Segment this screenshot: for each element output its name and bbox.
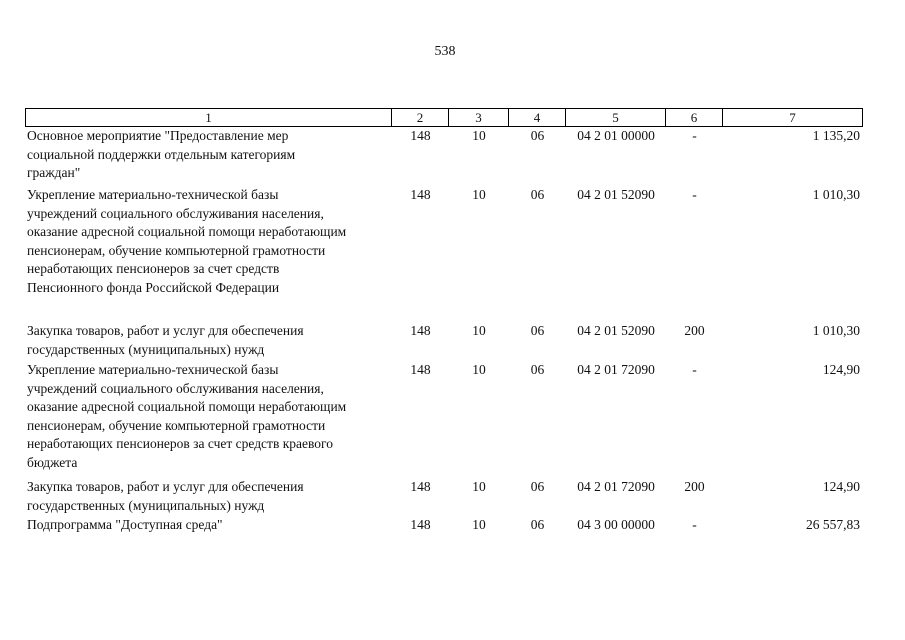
row-subsection-code: 06 [530, 128, 545, 143]
row-amount: 1 010,30 [812, 323, 860, 338]
page-number: 538 [434, 44, 456, 59]
row-subsection-code: 06 [530, 479, 545, 494]
row-section-code: 10 [472, 479, 486, 494]
row-subsection-code: 06 [530, 187, 545, 202]
row-expense-type: 200 [684, 479, 705, 494]
column-header-5: 5 [566, 109, 666, 127]
row-name: Укрепление материально-технической базы учреждений социального обслуживания населения, оказание адресной социальной помощи неработающим пенсионерам, обучение компьютерной грамотности неработающих пенсионеров за счет средств краевого бюджета [27, 362, 347, 470]
row-ministry-code: 148 [410, 128, 431, 143]
row-target-article: 04 2 01 52090 [577, 323, 655, 338]
row-amount: 1 010,30 [812, 187, 860, 202]
row-expense-type: - [692, 517, 697, 532]
row-expense-type: - [692, 362, 697, 377]
row-section-code: 10 [472, 128, 486, 143]
row-section-code: 10 [472, 187, 486, 202]
row-name: Закупка товаров, работ и услуг для обеспечения государственных (муниципальных) нужд [27, 323, 304, 357]
row-section-code: 10 [472, 517, 486, 532]
column-header-3: 3 [449, 109, 509, 127]
row-amount: 124,90 [822, 362, 860, 377]
row-ministry-code: 148 [410, 517, 431, 532]
row-ministry-code: 148 [410, 187, 431, 202]
row-amount: 26 557,83 [806, 517, 860, 532]
row-name: Укрепление материально-технической базы учреждений социального обслуживания населения, оказание адресной социальной помощи неработающим пенсионерам, обучение компьютерной грамотности неработающих пенсионеров за счет средств Пенсионного фонда Российской Федерации [27, 187, 347, 295]
row-target-article: 04 2 01 52090 [577, 187, 655, 202]
row-expense-type: 200 [684, 323, 705, 338]
row-subsection-code: 06 [530, 362, 545, 377]
row-name: Основное мероприятие "Предоставление мер социальной поддержки отдельным категориям граждан" [27, 128, 296, 181]
row-name: Подпрограмма "Доступная среда" [27, 517, 223, 532]
row-amount: 124,90 [822, 479, 860, 494]
row-subsection-code: 06 [530, 323, 545, 338]
row-expense-type: - [692, 187, 697, 202]
column-header-2: 2 [392, 109, 449, 127]
column-header-table [25, 108, 863, 127]
row-target-article: 04 2 01 00000 [577, 128, 655, 143]
row-target-article: 04 2 01 72090 [577, 362, 655, 377]
row-ministry-code: 148 [410, 362, 431, 377]
row-target-article: 04 3 00 00000 [577, 517, 655, 532]
row-amount: 1 135,20 [812, 128, 860, 143]
row-target-article: 04 2 01 72090 [577, 479, 655, 494]
row-name: Закупка товаров, работ и услуг для обеспечения государственных (муниципальных) нужд [27, 479, 304, 513]
row-ministry-code: 148 [410, 479, 431, 494]
column-header-1: 1 [26, 109, 392, 127]
row-expense-type: - [692, 128, 697, 143]
column-header-6: 6 [666, 109, 723, 127]
row-section-code: 10 [472, 362, 486, 377]
row-subsection-code: 06 [530, 517, 545, 532]
column-header-row [26, 109, 863, 127]
column-header-7: 7 [723, 109, 863, 127]
row-section-code: 10 [472, 323, 486, 338]
row-ministry-code: 148 [410, 323, 431, 338]
column-header-4: 4 [509, 109, 566, 127]
